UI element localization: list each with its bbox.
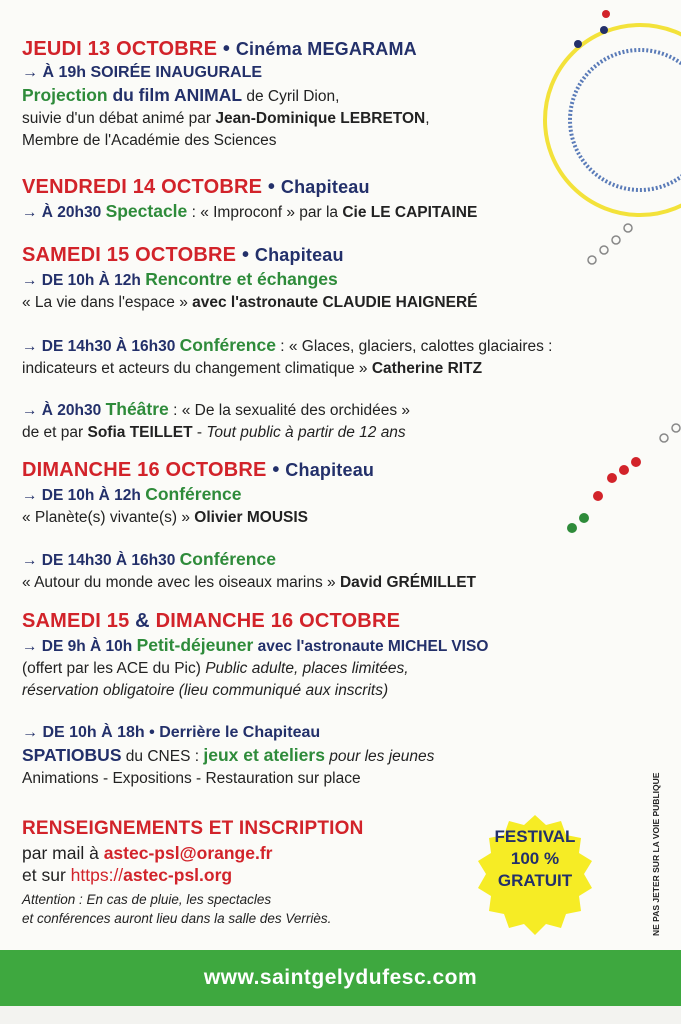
web-link[interactable]: astec-psl.org (123, 865, 233, 885)
event-time: → DE 14h30 À 16h30 (22, 552, 180, 569)
speaker-name: David GRÉMILLET (339, 574, 477, 591)
event-line (22, 744, 561, 768)
event-desc-line: réservation obligatoire (lieu communiqué aux inscrits) (22, 682, 389, 699)
event-time: → DE 10h À 18h • Derrière le Chapiteau (22, 724, 321, 741)
event-desc-line (22, 507, 561, 529)
separator: • (266, 459, 286, 481)
speaker-name: Catherine RITZ (371, 360, 483, 377)
event-block-dimanche (22, 457, 561, 529)
day-label: DIMANCHE 16 OCTOBRE (22, 459, 267, 481)
event-text: « La vie dans l'espace » (22, 294, 193, 311)
day-heading (22, 242, 561, 268)
day-label: VENDREDI 14 OCTOBRE (22, 176, 263, 198)
event-line (22, 334, 561, 358)
event-type: Conférence (179, 549, 276, 569)
mail-prefix: par mail à (22, 843, 104, 863)
day-label: SAMEDI 15 (22, 610, 130, 632)
separator: • (217, 38, 236, 60)
event-block-dimanche-2 (22, 548, 561, 594)
event-text: : « Glaces, glaciers, calottes glaciaires : (275, 338, 553, 355)
event-text: du film (107, 85, 175, 105)
speaker-name: Jean-Dominique LEBRETON (215, 110, 426, 127)
event-block-samedi (22, 242, 561, 314)
event-line (22, 398, 561, 422)
event-type: Rencontre et échanges (145, 269, 338, 289)
event-type: Conférence (145, 484, 242, 504)
event-type: Spectacle (105, 201, 188, 221)
event-type: Conférence (179, 335, 276, 355)
event-time: → À 20h30 (22, 204, 106, 221)
day-label: SAMEDI 15 OCTOBRE (22, 244, 237, 266)
day-heading (22, 174, 561, 200)
event-line (22, 200, 561, 224)
event-line (22, 483, 561, 507)
event-block-weekend (22, 608, 561, 702)
event-time: → DE 10h À 12h (22, 487, 146, 504)
venue-prefix: Cinéma (235, 39, 308, 59)
film-title: ANIMAL (174, 85, 243, 105)
info-title: RENSEIGNEMENTS ET INSCRIPTION (22, 818, 364, 839)
event-text: , (425, 110, 430, 127)
audience-note: Tout public à partir de 12 ans (206, 424, 406, 441)
event-text: : « Improconf » par la (187, 204, 343, 221)
badge-text (472, 826, 598, 892)
performer-name: Sofia TEILLET (87, 424, 193, 441)
event-text: suivie d'un débat animé par (22, 110, 216, 127)
vertical-note-text: NE PAS JETER SUR LA VOIE PUBLIQUE (651, 772, 661, 936)
event-time: → À 20h30 (22, 402, 106, 419)
event-text: de et par (22, 424, 88, 441)
event-text: - (192, 424, 207, 441)
event-text: de Cyril Dion, (242, 88, 340, 105)
venue-label: Chapiteau (254, 245, 344, 265)
rain-warning: Attention : En cas de pluie, les spectacles (22, 892, 272, 907)
badge-line: GRATUIT (497, 871, 573, 890)
speaker-name: avec l'astronaute MICHEL VISO (253, 638, 489, 655)
event-title-line (22, 84, 561, 108)
event-type: jeux et ateliers (203, 745, 325, 765)
separator: • (262, 176, 281, 198)
separator: • (236, 244, 255, 266)
footer-bar (0, 950, 681, 1006)
event-text: du CNES : (121, 748, 204, 765)
event-line (22, 548, 561, 572)
event-desc-line (22, 658, 561, 680)
day-label: JEUDI 13 OCTOBRE (22, 38, 218, 60)
separator: & (129, 610, 156, 632)
footer-url[interactable]: www.saintgelydufesc.com (203, 966, 478, 989)
day-label: DIMANCHE 16 OCTOBRE (155, 610, 401, 632)
event-desc-line (22, 358, 561, 380)
event-type: Petit-déjeuner (136, 635, 254, 655)
vertical-note (645, 770, 665, 940)
event-text: : « De la sexualité des orchidées » (168, 402, 411, 419)
event-desc-line: Animations - Expositions - Restauration sur place (22, 770, 361, 787)
audience-note: pour les jeunes (324, 748, 435, 765)
event-block-weekend-2 (22, 722, 561, 790)
venue-label: Chapiteau (280, 177, 370, 197)
venue-label: MEGARAMA (307, 39, 417, 59)
performer-name: Cie LE CAPITAINE (342, 204, 478, 221)
web-prefix: et sur (22, 865, 71, 885)
event-time: → À 19h SOIRÉE INAUGURALE (22, 64, 263, 81)
event-time: → DE 10h À 12h (22, 272, 146, 289)
event-line (22, 268, 561, 292)
event-block-vendredi (22, 174, 561, 224)
audience-note: Public adulte, places limitées, (205, 660, 409, 677)
event-time: → DE 14h30 À 16h30 (22, 338, 180, 355)
event-line (22, 634, 561, 658)
email-link[interactable]: astec-psl@orange.fr (103, 843, 273, 863)
speaker-name: Olivier MOUSIS (194, 509, 308, 526)
event-block-samedi-3 (22, 398, 561, 444)
web-link-protocol[interactable]: https:// (70, 865, 124, 885)
day-heading (22, 36, 561, 62)
event-block-jeudi (22, 36, 561, 152)
venue-label: Chapiteau (285, 460, 375, 480)
event-text: indicateurs et acteurs du changement climatique » (22, 360, 372, 377)
event-desc-line (22, 292, 561, 314)
event-desc-line (22, 108, 561, 130)
event-desc-line (22, 572, 561, 594)
event-time: → DE 9h À 10h (22, 638, 137, 655)
badge-line: FESTIVAL (494, 827, 576, 846)
day-heading (22, 457, 561, 483)
page-bottom-edge (0, 1006, 681, 1024)
event-text: « Planète(s) vivante(s) » (22, 509, 195, 526)
speaker-name: avec l'astronaute CLAUDIE HAIGNERÉ (192, 294, 478, 311)
event-type: Théâtre (105, 399, 169, 419)
event-text: (offert par les ACE du Pic) (22, 660, 206, 677)
event-text: « Autour du monde avec les oiseaux marins » (22, 574, 340, 591)
badge-line: 100 % (510, 849, 560, 868)
event-type: Projection (22, 85, 108, 105)
event-block-samedi-2 (22, 334, 561, 380)
day-heading (22, 608, 561, 634)
event-desc-line (22, 422, 561, 444)
event-desc-line: Membre de l'Académie des Sciences (22, 132, 277, 149)
rain-warning: et conférences auront lieu dans la salle des Verriès. (22, 911, 332, 926)
spatiobus-label: SPATIOBUS (22, 745, 122, 765)
